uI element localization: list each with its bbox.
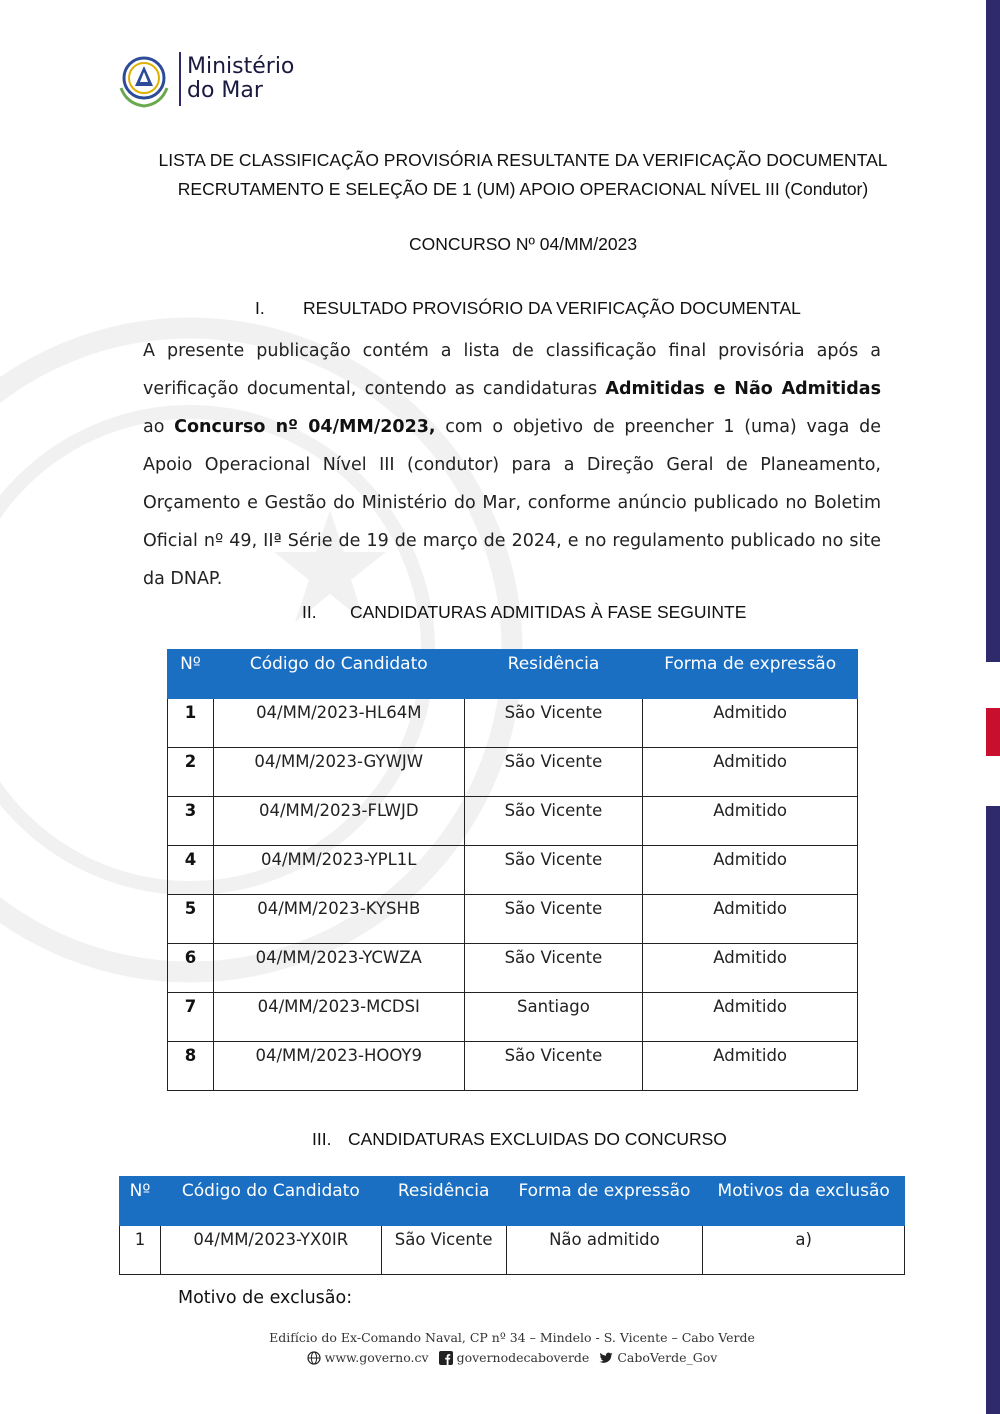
table-cell: 04/MM/2023-HOOY9 — [213, 1042, 464, 1091]
edge-bar-blue-top — [986, 0, 1000, 662]
table-header-cell: Nº — [168, 650, 214, 699]
section-1-heading — [255, 298, 801, 319]
table-cell: São Vicente — [464, 699, 643, 748]
table-row — [168, 797, 858, 846]
row-number-cell: 7 — [168, 993, 214, 1042]
twitter-icon — [599, 1351, 613, 1365]
section-3-title: CANDIDATURAS EXCLUIDAS DO CONCURSO — [348, 1129, 727, 1149]
exclusion-reason-label: Motivo de exclusão: — [178, 1288, 353, 1308]
section-2-number: II. — [302, 602, 317, 622]
section-2-title: CANDIDATURAS ADMITIDAS À FASE SEGUINTE — [350, 602, 747, 622]
para-text-3: com o objetivo de preencher 1 (uma) vaga de Apoio Operacional Nível III (condutor) para a Direção Geral de Planeamento, Orçamento e Gestão do Ministério do Mar, conforme anúncio publicado no Boletim Oficial nº 49, IIª Série de 19 de março de 2024, e no regulamento publicado no site da DNAP. — [143, 417, 881, 589]
table-header-row — [120, 1177, 905, 1226]
edge-bar-blue-bottom — [986, 806, 1000, 1414]
table-cell: São Vicente — [464, 846, 643, 895]
table-row — [168, 699, 858, 748]
table-header-cell: Forma de expressão — [506, 1177, 703, 1226]
table-cell: a) — [703, 1226, 905, 1275]
footer-links — [0, 1350, 1000, 1365]
footer-address: Edifício do Ex-Comando Naval, CP nº 34 – Mindelo - S. Vicente – Cabo Verde — [269, 1330, 755, 1345]
row-number-cell: 1 — [120, 1226, 161, 1275]
table-cell: São Vicente — [464, 895, 643, 944]
website-link[interactable] — [307, 1350, 429, 1365]
para-text-1: A presente publicação contém a lista de classificação final provisória após a verificação documental, contendo as candidaturas — [143, 341, 881, 399]
table-row — [120, 1226, 905, 1275]
excluded-table — [119, 1176, 905, 1275]
row-number-cell: 2 — [168, 748, 214, 797]
table-header-cell: Residência — [464, 650, 643, 699]
facebook-text: governodecaboverde — [456, 1350, 590, 1365]
table-cell: São Vicente — [464, 1042, 643, 1091]
row-number-cell: 5 — [168, 895, 214, 944]
para-bold-2: Concurso nº 04/MM/2023, — [174, 417, 436, 437]
table-cell: 04/MM/2023-GYWJW — [213, 748, 464, 797]
table-cell: 04/MM/2023-KYSHB — [213, 895, 464, 944]
section-3-number: III. — [312, 1129, 332, 1149]
table-header-cell: Motivos da exclusão — [703, 1177, 905, 1226]
twitter-text: CaboVerde_Gov — [617, 1350, 718, 1365]
table-cell: Admitido — [643, 748, 858, 797]
table-cell: Admitido — [643, 944, 858, 993]
table-cell: 04/MM/2023-YX0IR — [160, 1226, 381, 1275]
table-cell: São Vicente — [464, 748, 643, 797]
table-cell: Admitido — [643, 797, 858, 846]
title-line2: RECRUTAMENTO E SELEÇÃO DE 1 (UM) APOIO OPERACIONAL NÍVEL III (Condutor) — [177, 179, 869, 199]
table-cell: 04/MM/2023-YPL1L — [213, 846, 464, 895]
section-1-title: RESULTADO PROVISÓRIO DA VERIFICAÇÃO DOCUMENTAL — [303, 298, 801, 318]
intro-paragraph — [143, 332, 881, 598]
table-header-cell: Nº — [120, 1177, 161, 1226]
ministry-logo — [113, 48, 294, 110]
table-cell: 04/MM/2023-FLWJD — [213, 797, 464, 846]
row-number-cell: 8 — [168, 1042, 214, 1091]
table-cell: Admitido — [643, 699, 858, 748]
table-cell: São Vicente — [464, 944, 643, 993]
row-number-cell: 1 — [168, 699, 214, 748]
table-header-cell: Forma de expressão — [643, 650, 858, 699]
row-number-cell: 3 — [168, 797, 214, 846]
section-2-heading — [302, 602, 746, 623]
table-header-cell: Residência — [381, 1177, 506, 1226]
table-cell: Santiago — [464, 993, 643, 1042]
table-header-cell: Código do Candidato — [213, 650, 464, 699]
row-number-cell: 6 — [168, 944, 214, 993]
table-cell: 04/MM/2023-HL64M — [213, 699, 464, 748]
logo-line2: do Mar — [187, 78, 263, 103]
table-row — [168, 846, 858, 895]
table-cell: Admitido — [643, 846, 858, 895]
table-cell: Não admitido — [506, 1226, 703, 1275]
table-row — [168, 993, 858, 1042]
table-header-row — [168, 650, 858, 699]
facebook-link[interactable] — [439, 1350, 590, 1365]
admitted-table — [167, 649, 858, 1091]
website-text: www.governo.cv — [324, 1350, 429, 1365]
section-3-heading — [312, 1129, 727, 1150]
section-1-number: I. — [255, 298, 265, 318]
table-cell: São Vicente — [381, 1226, 506, 1275]
table-row — [168, 895, 858, 944]
concurso-number: CONCURSO Nº 04/MM/2023 — [408, 234, 638, 254]
table-cell: São Vicente — [464, 797, 643, 846]
table-cell: Admitido — [643, 993, 858, 1042]
twitter-link[interactable] — [599, 1350, 717, 1365]
coat-of-arms-icon — [113, 48, 175, 110]
table-cell: Admitido — [643, 895, 858, 944]
table-row — [168, 1042, 858, 1091]
table-row — [168, 944, 858, 993]
logo-divider — [179, 52, 181, 106]
para-bold-1: Admitidas e Não Admitidas — [605, 379, 882, 399]
globe-icon — [307, 1351, 321, 1365]
table-cell: 04/MM/2023-YCWZA — [213, 944, 464, 993]
table-cell: Admitido — [643, 1042, 858, 1091]
logo-line1: Ministério — [187, 54, 295, 79]
table-row — [168, 748, 858, 797]
document-title — [100, 146, 946, 204]
table-header-cell: Código do Candidato — [160, 1177, 381, 1226]
edge-bar-red — [986, 708, 1000, 756]
table-cell: 04/MM/2023-MCDSI — [213, 993, 464, 1042]
para-text-2: ao — [143, 417, 175, 437]
facebook-icon — [439, 1351, 453, 1365]
title-line1: LISTA DE CLASSIFICAÇÃO PROVISÓRIA RESULTANTE DA VERIFICAÇÃO DOCUMENTAL — [158, 150, 888, 170]
row-number-cell: 4 — [168, 846, 214, 895]
